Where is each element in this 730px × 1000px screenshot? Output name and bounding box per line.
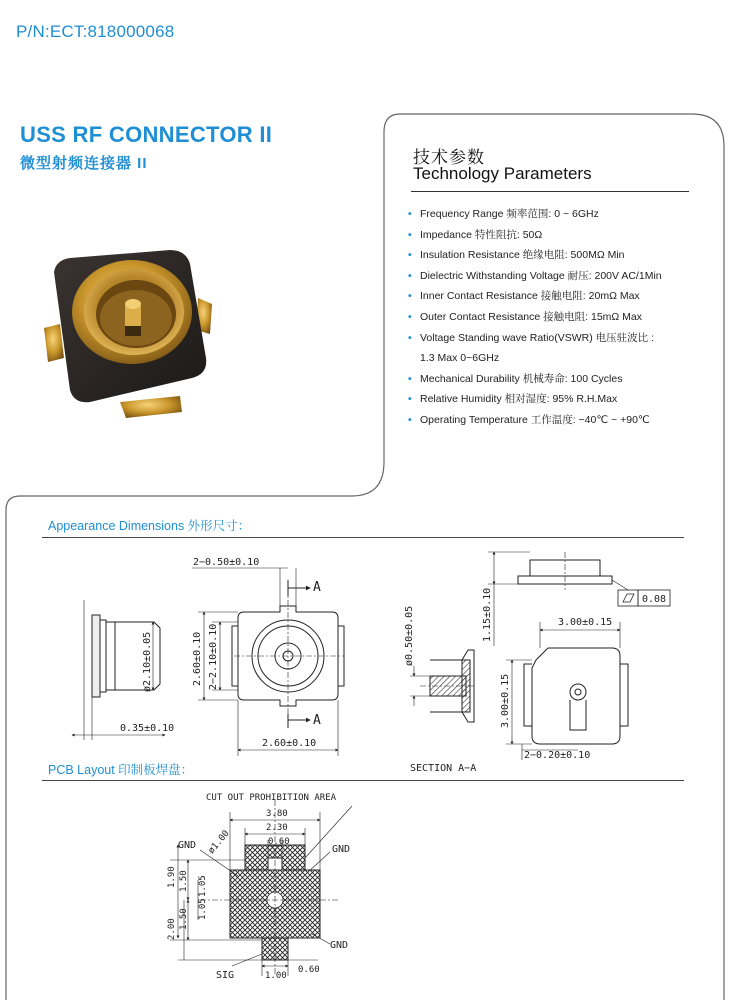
pcb-dim-105b: 1.05 — [198, 898, 208, 920]
gnd-right-label: GND — [332, 844, 351, 855]
bullet-icon: • — [408, 208, 412, 220]
parameter-item-continued: 1.3 Max 0~6GHz — [420, 352, 500, 365]
appearance-title: Appearance Dimensions 外形尺寸： — [48, 519, 251, 533]
pcb-dim-060-top: 0.60 — [268, 837, 290, 847]
bottom-view — [506, 622, 628, 760]
dim-body-diameter: ø2.10±0.05 — [142, 631, 153, 692]
parameter-item: • Voltage Standing wave Ratio(VSWR) 电压驻波比 : — [408, 331, 655, 344]
bullet-icon: • — [408, 269, 412, 282]
pcb-title: PCB Layout 印制板焊盘： — [48, 763, 194, 777]
pcb-dim-105a: 1.05 — [198, 875, 208, 897]
pcb-dim-190: 1.90 — [167, 866, 177, 888]
parameter-item: • Outer Contact Resistance 接触电阻: 15mΩ Max — [408, 310, 643, 323]
dim-pin-diameter: ø0.50±0.05 — [404, 605, 415, 666]
bullet-icon: • — [408, 372, 412, 385]
dim-height-115: 1.15±0.10 — [482, 587, 493, 642]
parameter-item: • Impedance 特性阻抗: 50Ω — [408, 228, 543, 241]
pcb-dim-060-bottom: 0.60 — [298, 965, 320, 975]
gnd-bottom-label: GND — [330, 940, 349, 951]
pcb-dim-dia100: ø1.00 — [206, 828, 232, 856]
bullet-icon: • — [408, 249, 412, 262]
tech-title: Technology Parameters — [413, 164, 592, 183]
bullet-icon: • — [408, 413, 412, 426]
parameter-item: • Dielectric Withstanding Voltage 耐压: 200V AC/1Min — [408, 269, 662, 282]
parameter-item: • Mechanical Durability 机械寿命: 100 Cycles — [408, 372, 623, 385]
pcb-dim-230: 2.30 — [266, 823, 288, 833]
cutout-label: CUT OUT PROHIBITION AREA — [206, 793, 337, 803]
parameter-item: • Insulation Resistance 绝缘电阻: 500MΩ Min — [408, 249, 625, 262]
bullet-icon: • — [408, 393, 412, 406]
section-label: SECTION A−A — [410, 763, 477, 774]
dim-width-210: 2−2.10±0.10 — [208, 623, 219, 690]
parameter-item: • Operating Temperature 工作温度: −40℃ ~ +90℃ — [408, 413, 650, 426]
dim-pitch: 2−0.50±0.10 — [193, 557, 260, 568]
bullet-icon: • — [408, 290, 412, 303]
pcb-dim-150a: 1.50 — [179, 870, 189, 892]
bullet-icon: • — [408, 228, 412, 241]
pcb-dim-100: 1.00 — [265, 971, 287, 981]
section-view — [410, 650, 476, 722]
parameter-item: • Relative Humidity 相对湿度: 95% R.H.Max — [408, 393, 618, 406]
section-mark-bottom: A — [313, 713, 321, 728]
parameter-item: • Frequency Range 频率范围: 0 ~ 6GHz — [408, 208, 599, 220]
dim-width-260: 2.60±0.10 — [262, 738, 317, 749]
dim-pad-width: 2−0.20±0.10 — [524, 750, 591, 761]
dim-width-300: 3.00±0.15 — [558, 617, 613, 628]
part-number: P/N:ECT:818000068 — [16, 22, 175, 41]
section-mark-top: A — [313, 580, 321, 595]
tech-title-cn: 技术参数 — [413, 148, 485, 167]
product-title-cn: 微型射频连接器 II — [20, 155, 148, 172]
pcb-dim-200: 2.00 — [167, 918, 177, 940]
bullet-icon: • — [408, 310, 412, 323]
product-title: USS RF CONNECTOR II — [20, 122, 273, 147]
sig-label: SIG — [216, 970, 235, 981]
flatness-value: 0.08 — [642, 594, 667, 605]
pcb-dim-150b: 1.50 — [179, 908, 189, 930]
dim-flange: 0.35±0.10 — [120, 723, 175, 734]
gnd-left-label: GND — [178, 840, 197, 851]
parameter-item: • Inner Contact Resistance 接触电阻: 20mΩ Max — [408, 290, 640, 303]
dim-height-260: 2.60±0.10 — [192, 631, 203, 686]
pcb-dim-380: 3.80 — [266, 809, 288, 819]
dim-height-300: 3.00±0.15 — [500, 673, 511, 728]
bullet-icon: • — [408, 331, 412, 344]
